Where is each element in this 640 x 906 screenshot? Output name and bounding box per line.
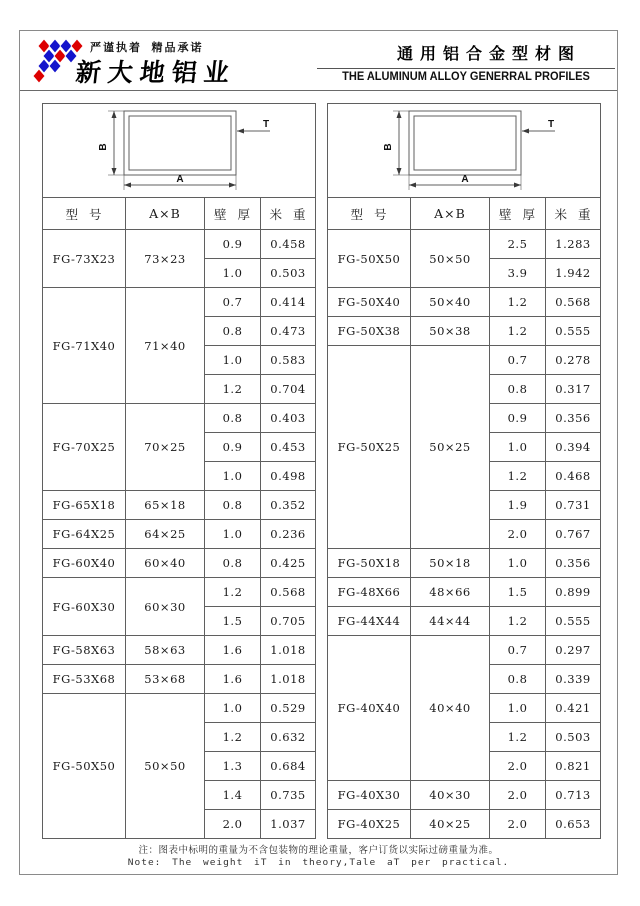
page-frame [19, 30, 618, 875]
wall-thickness-cell: 1.2 [205, 723, 261, 752]
wall-thickness-cell: 1.5 [205, 607, 261, 636]
meter-weight-cell: 0.458 [261, 230, 316, 259]
profile-table-left [42, 103, 316, 839]
footer-note-english: Note: The weight iT in theory,Tale aT per practical. [127, 857, 510, 868]
meter-weight-cell: 0.414 [261, 288, 316, 317]
dim-label-t: T [262, 119, 269, 130]
col-header-weight: 米 重 [546, 198, 601, 230]
meter-weight-cell: 0.529 [261, 694, 316, 723]
meter-weight-cell: 0.421 [546, 694, 601, 723]
meter-weight-cell: 0.583 [261, 346, 316, 375]
table-row [328, 636, 601, 665]
meter-weight-cell: 0.632 [261, 723, 316, 752]
col-header-weight: 米 重 [261, 198, 316, 230]
dimension-cell: 40×25 [411, 810, 490, 839]
dimension-cell: 71×40 [126, 288, 205, 404]
meter-weight-cell: 0.767 [546, 520, 601, 549]
wall-thickness-cell: 1.0 [205, 259, 261, 288]
table-row [43, 694, 316, 723]
dim-label-a: A [460, 174, 469, 185]
model-cell: FG-65X18 [43, 491, 126, 520]
wall-thickness-cell: 0.8 [490, 375, 546, 404]
wall-thickness-cell: 0.8 [205, 491, 261, 520]
table-row [328, 810, 601, 839]
meter-weight-cell: 0.356 [546, 404, 601, 433]
table-row [43, 549, 316, 578]
wall-thickness-cell: 1.0 [490, 694, 546, 723]
meter-weight-cell: 0.568 [546, 288, 601, 317]
meter-weight-cell: 0.394 [546, 433, 601, 462]
table-row [328, 607, 601, 636]
col-header-model: 型 号 [328, 198, 411, 230]
wall-thickness-cell: 1.2 [205, 578, 261, 607]
model-cell: FG-58X63 [43, 636, 126, 665]
header-titles [317, 41, 615, 83]
profile-diagram [328, 104, 601, 198]
dimension-cell: 50×50 [126, 694, 205, 839]
dimension-cell: 48×66 [411, 578, 490, 607]
profile-diagram [43, 104, 316, 198]
model-cell: FG-48X66 [328, 578, 411, 607]
wall-thickness-cell: 0.9 [490, 404, 546, 433]
col-header-axb: A×B [411, 198, 490, 230]
wall-thickness-cell: 0.9 [205, 230, 261, 259]
meter-weight-cell: 0.731 [546, 491, 601, 520]
dimension-cell: 50×50 [411, 230, 490, 288]
meter-weight-cell: 1.018 [261, 636, 316, 665]
table-row [328, 578, 601, 607]
wall-thickness-cell: 1.0 [205, 462, 261, 491]
table-row [43, 288, 316, 317]
meter-weight-cell: 0.821 [546, 752, 601, 781]
meter-weight-cell: 0.473 [261, 317, 316, 346]
table-row [328, 781, 601, 810]
model-cell: FG-73X23 [43, 230, 126, 288]
wall-thickness-cell: 0.9 [205, 433, 261, 462]
wall-thickness-cell: 1.2 [205, 375, 261, 404]
model-cell: FG-64X25 [43, 520, 126, 549]
model-cell: FG-50X40 [328, 288, 411, 317]
dimension-cell: 40×30 [411, 781, 490, 810]
wall-thickness-cell: 2.5 [490, 230, 546, 259]
wall-thickness-cell: 0.8 [205, 404, 261, 433]
dim-label-b: B [97, 143, 109, 151]
wall-thickness-cell: 3.9 [490, 259, 546, 288]
table-row [43, 230, 316, 259]
wall-thickness-cell: 0.7 [490, 636, 546, 665]
meter-weight-cell: 0.568 [261, 578, 316, 607]
dim-label-a: A [175, 174, 184, 185]
meter-weight-cell: 0.278 [546, 346, 601, 375]
wall-thickness-cell: 0.7 [490, 346, 546, 375]
col-header-model: 型 号 [43, 198, 126, 230]
title-divider [317, 68, 615, 69]
model-cell: FG-44X44 [328, 607, 411, 636]
wall-thickness-cell: 1.0 [490, 433, 546, 462]
meter-weight-cell: 0.704 [261, 375, 316, 404]
dim-label-t: T [547, 119, 554, 130]
model-cell: FG-71X40 [43, 288, 126, 404]
company-slogan: 严谨执着 精品承诺 [90, 42, 204, 54]
model-cell: FG-50X50 [43, 694, 126, 839]
meter-weight-cell: 1.283 [546, 230, 601, 259]
model-cell: FG-40X30 [328, 781, 411, 810]
wall-thickness-cell: 0.8 [205, 317, 261, 346]
table-row [43, 578, 316, 607]
meter-weight-cell: 1.942 [546, 259, 601, 288]
table-row [43, 665, 316, 694]
profile-table-body-right [328, 230, 601, 839]
table-row [43, 491, 316, 520]
footer-note [20, 842, 617, 868]
meter-weight-cell: 0.468 [546, 462, 601, 491]
meter-weight-cell: 0.503 [261, 259, 316, 288]
dimension-cell: 64×25 [126, 520, 205, 549]
meter-weight-cell: 1.037 [261, 810, 316, 839]
wall-thickness-cell: 1.0 [205, 694, 261, 723]
dimension-cell: 50×40 [411, 288, 490, 317]
company-name: 新大地铝业 [74, 60, 238, 87]
meter-weight-cell: 0.705 [261, 607, 316, 636]
dimension-cell: 65×18 [126, 491, 205, 520]
model-cell: FG-60X30 [43, 578, 126, 636]
table-row [328, 549, 601, 578]
wall-thickness-cell: 1.0 [490, 549, 546, 578]
dimension-cell: 40×40 [411, 636, 490, 781]
wall-thickness-cell: 1.0 [205, 520, 261, 549]
wall-thickness-cell: 1.9 [490, 491, 546, 520]
table-row [328, 288, 601, 317]
wall-thickness-cell: 2.0 [490, 810, 546, 839]
meter-weight-cell: 1.018 [261, 665, 316, 694]
meter-weight-cell: 0.339 [546, 665, 601, 694]
wall-thickness-cell: 1.2 [490, 462, 546, 491]
meter-weight-cell: 0.653 [546, 810, 601, 839]
dimension-cell: 50×18 [411, 549, 490, 578]
meter-weight-cell: 0.713 [546, 781, 601, 810]
wall-thickness-cell: 1.2 [490, 607, 546, 636]
wall-thickness-cell: 1.0 [205, 346, 261, 375]
dimension-cell: 73×23 [126, 230, 205, 288]
wall-thickness-cell: 1.2 [490, 723, 546, 752]
table-row [328, 346, 601, 375]
dim-label-b: B [382, 143, 394, 151]
dimension-cell: 44×44 [411, 607, 490, 636]
meter-weight-cell: 0.498 [261, 462, 316, 491]
meter-weight-cell: 0.352 [261, 491, 316, 520]
wall-thickness-cell: 1.6 [205, 665, 261, 694]
table-row [43, 520, 316, 549]
meter-weight-cell: 0.899 [546, 578, 601, 607]
dimension-cell: 70×25 [126, 404, 205, 491]
meter-weight-cell: 0.735 [261, 781, 316, 810]
table-row [43, 636, 316, 665]
meter-weight-cell: 0.555 [546, 607, 601, 636]
wall-thickness-cell: 1.4 [205, 781, 261, 810]
meter-weight-cell: 0.403 [261, 404, 316, 433]
wall-thickness-cell: 2.0 [490, 781, 546, 810]
model-cell: FG-50X50 [328, 230, 411, 288]
dimension-cell: 58×63 [126, 636, 205, 665]
dimension-cell: 60×30 [126, 578, 205, 636]
meter-weight-cell: 0.503 [546, 723, 601, 752]
table-row [43, 404, 316, 433]
meter-weight-cell: 0.453 [261, 433, 316, 462]
model-cell: FG-50X25 [328, 346, 411, 549]
footer-note-chinese: 注：图表中标明的重量为不含包装物的理论重量，客户订货以实际过磅重量为准。 [138, 846, 499, 856]
table-row [328, 230, 601, 259]
meter-weight-cell: 0.317 [546, 375, 601, 404]
dimension-cell: 53×68 [126, 665, 205, 694]
meter-weight-cell: 0.425 [261, 549, 316, 578]
model-cell: FG-50X18 [328, 549, 411, 578]
model-cell: FG-40X40 [328, 636, 411, 781]
meter-weight-cell: 0.684 [261, 752, 316, 781]
wall-thickness-cell: 0.8 [205, 549, 261, 578]
page-header [20, 31, 617, 91]
meter-weight-cell: 0.356 [546, 549, 601, 578]
dimension-cell: 60×40 [126, 549, 205, 578]
wall-thickness-cell: 1.2 [490, 317, 546, 346]
profile-table-right [327, 103, 601, 839]
profile-table-body-left [43, 230, 316, 839]
wall-thickness-cell: 2.0 [490, 752, 546, 781]
model-cell: FG-50X38 [328, 317, 411, 346]
wall-thickness-cell: 0.8 [490, 665, 546, 694]
wall-thickness-cell: 1.3 [205, 752, 261, 781]
meter-weight-cell: 0.555 [546, 317, 601, 346]
col-header-wall: 壁 厚 [490, 198, 546, 230]
model-cell: FG-40X25 [328, 810, 411, 839]
page-title-english: THE ALUMINUM ALLOY GENERRAL PROFILES [342, 71, 590, 83]
model-cell: FG-53X68 [43, 665, 126, 694]
dimension-cell: 50×38 [411, 317, 490, 346]
meter-weight-cell: 0.297 [546, 636, 601, 665]
wall-thickness-cell: 1.5 [490, 578, 546, 607]
col-header-axb: A×B [126, 198, 205, 230]
table-row [328, 317, 601, 346]
meter-weight-cell: 0.236 [261, 520, 316, 549]
page-title-chinese: 通用铝合金型材图 [396, 46, 581, 63]
wall-thickness-cell: 2.0 [205, 810, 261, 839]
col-header-wall: 壁 厚 [205, 198, 261, 230]
wall-thickness-cell: 2.0 [490, 520, 546, 549]
model-cell: FG-60X40 [43, 549, 126, 578]
model-cell: FG-70X25 [43, 404, 126, 491]
wall-thickness-cell: 1.2 [490, 288, 546, 317]
dimension-cell: 50×25 [411, 346, 490, 549]
wall-thickness-cell: 1.6 [205, 636, 261, 665]
wall-thickness-cell: 0.7 [205, 288, 261, 317]
